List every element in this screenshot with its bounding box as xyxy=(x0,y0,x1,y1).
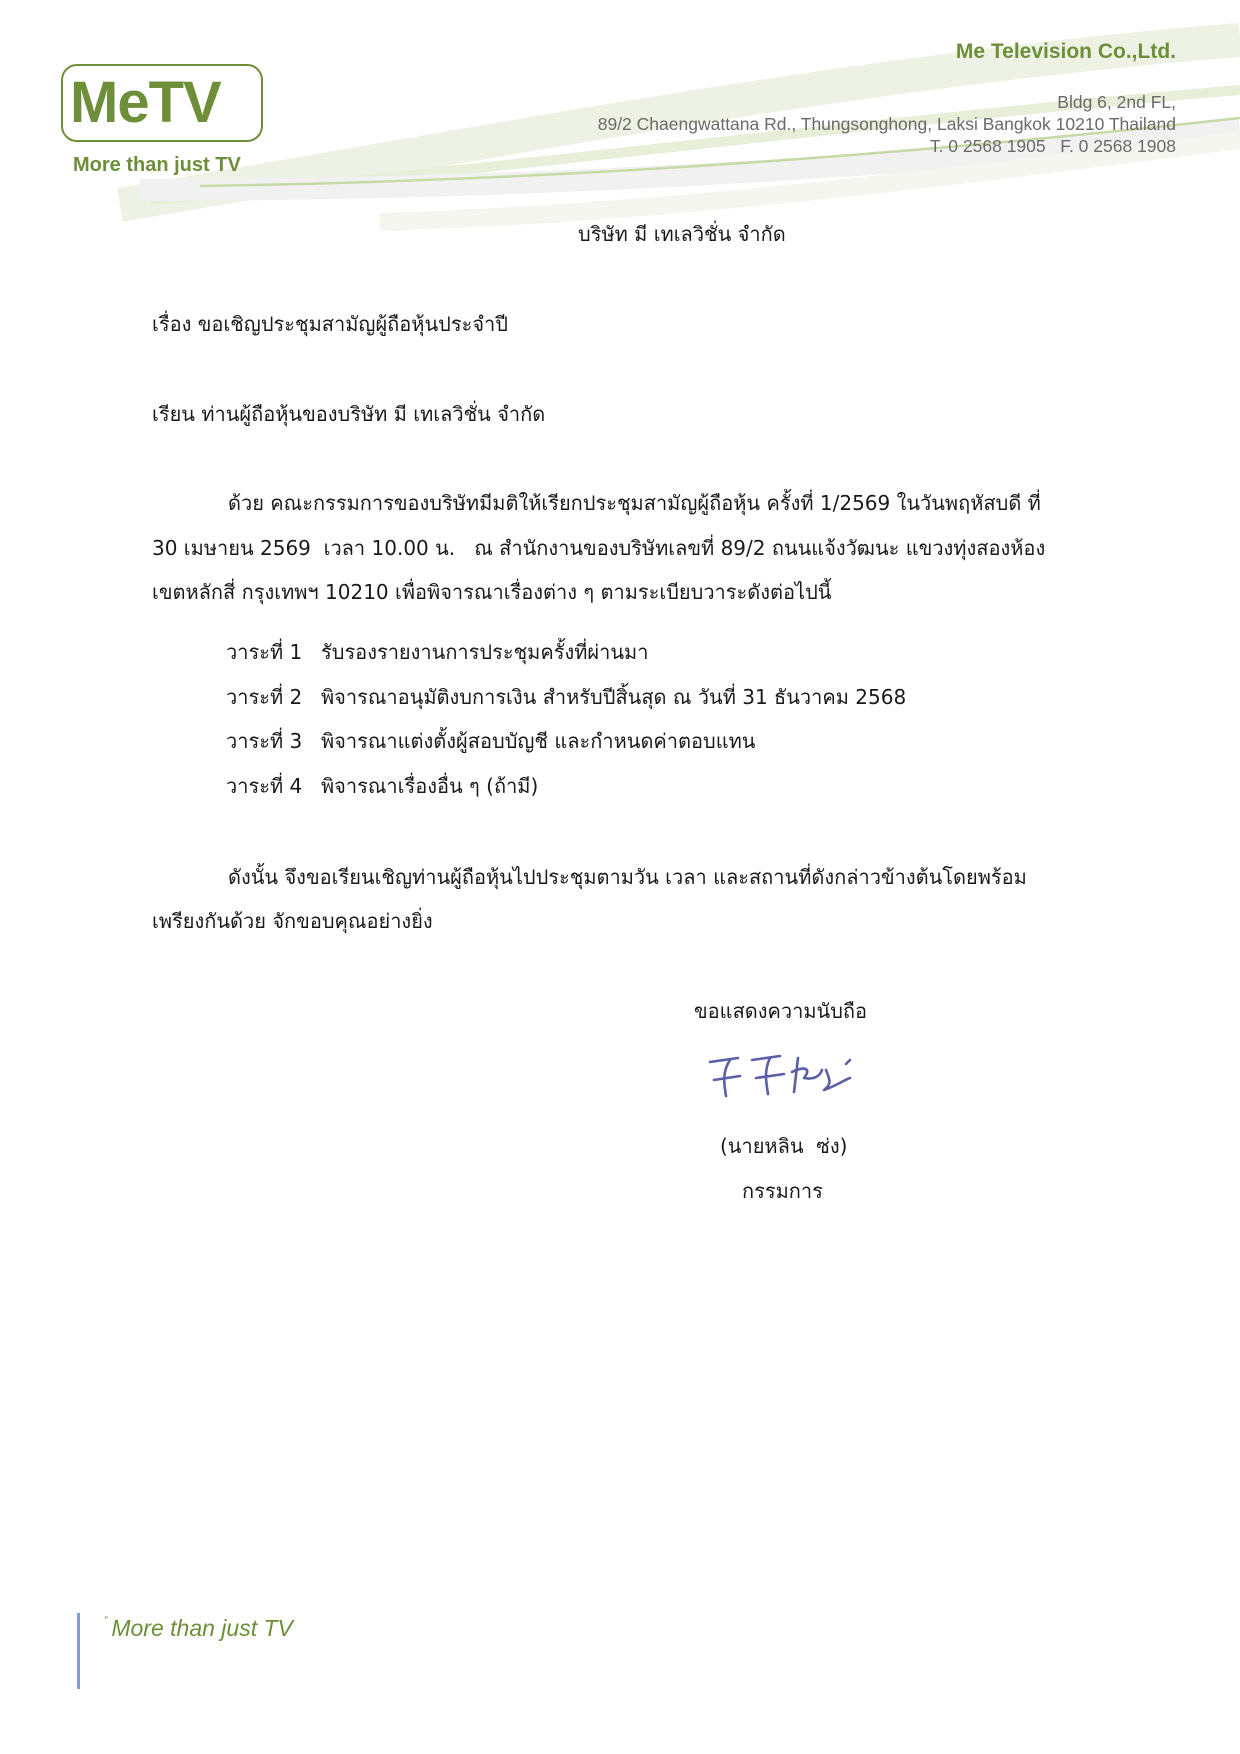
body-line-1: ด้วย คณะกรรมการของบริษัทมีมติให้เรียกประชุมสามัญผู้ถือหุ้น ครั้งที่ 1/2569 ในวันพฤหัสบดี ที่ xyxy=(228,491,1041,515)
agenda-item xyxy=(226,681,906,713)
agenda-text: รับรองรายงานการประชุมครั้งที่ผ่านมา xyxy=(321,640,649,664)
agenda-text: พิจารณาเรื่องอื่น ๆ (ถ้ามี) xyxy=(321,774,539,798)
regards-text: ขอแสดงความนับถือ xyxy=(694,999,868,1023)
signer-title: กรรมการ xyxy=(742,1179,823,1203)
logo-tagline: More than just TV xyxy=(73,154,241,176)
agenda-number: วาระที่ 1 xyxy=(226,640,303,664)
agenda-number: วาระที่ 4 xyxy=(226,774,303,798)
agenda-text: พิจารณาอนุมัติงบการเงิน สำหรับปีสิ้นสุด ณ วันที่ 31 ธันวาคม 2568 xyxy=(321,685,907,709)
closing-line-2: เพรียงกันด้วย จักขอบคุณอย่างยิ่ง xyxy=(152,909,433,933)
body-line-3: เขตหลักสี่ กรุงเทพฯ 10210 เพื่อพิจารณาเรื่องต่าง ๆ ตามระเบียบวาระดังต่อไปนี้ xyxy=(152,580,832,604)
company-name-en: Me Television Co.,Ltd. xyxy=(955,40,1176,63)
handwritten-signature xyxy=(700,1050,870,1106)
body-line-2: 30 เมษายน 2569 เวลา 10.00 น. ณ สำนักงานของบริษัทเลขที่ 89/2 ถนนแจ้งวัฒนะ แขวงทุ่งสองห้อง xyxy=(152,536,1046,560)
closing-line-1: ดังนั้น จึงขอเรียนเชิญท่านผู้ถือหุ้นไปประชุมตามวัน เวลา และสถานที่ดังกล่าวข้างต้นโดยพร้อม xyxy=(228,865,1027,889)
agenda-item xyxy=(226,636,648,668)
signer-name: (นายหลิน ซ่ง) xyxy=(720,1134,848,1158)
footer-slogan xyxy=(104,1615,293,1642)
agenda-text: พิจารณาแต่งตั้งผู้สอบบัญชี และกำหนดค่าตอบแทน xyxy=(321,729,756,753)
agenda-number: วาระที่ 2 xyxy=(226,685,303,709)
agenda-item xyxy=(226,770,538,802)
company-name-th: บริษัท มี เทเลวิชั่น จำกัด xyxy=(578,222,786,246)
agenda-number: วาระที่ 3 xyxy=(226,729,303,753)
agenda-item xyxy=(226,725,755,757)
address-line-1: Bldg 6, 2nd FL, xyxy=(1057,92,1176,112)
letter-salutation: เรียน ท่านผู้ถือหุ้นของบริษัท มี เทเลวิชั่น จำกัด xyxy=(152,402,546,426)
footer-accent-bar xyxy=(77,1613,80,1689)
quote-mark: “ xyxy=(104,1615,108,1626)
contact-line: T. 0 2568 1905 F. 0 2568 1908 xyxy=(929,136,1176,156)
letter-subject: เรื่อง ขอเชิญประชุมสามัญผู้ถือหุ้นประจำปี xyxy=(152,312,508,336)
logo-wordmark: MeTV xyxy=(70,70,221,135)
address-line-2: 89/2 Chaengwattana Rd., Thungsonghong, Laksi Bangkok 10210 Thailand xyxy=(597,114,1176,134)
footer-slogan-text: More than just TV xyxy=(111,1615,293,1641)
